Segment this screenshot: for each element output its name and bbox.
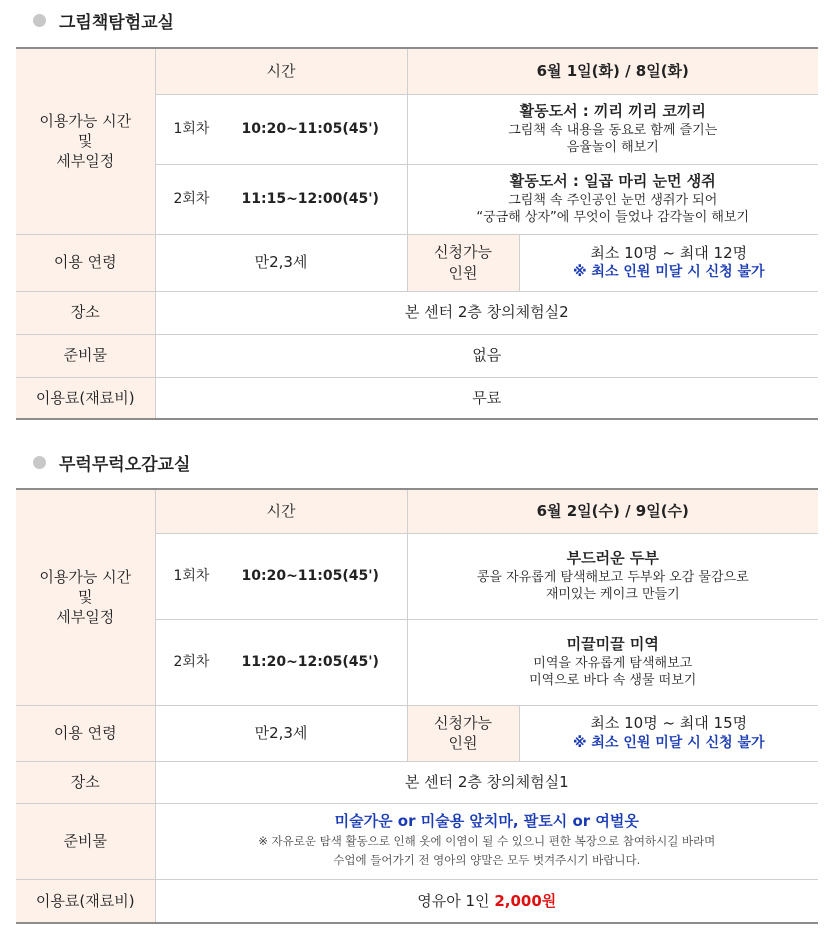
date-header: 6월 1일(화) / 8일(화) — [407, 48, 818, 94]
section-title-text: 그림책탐험교실 — [59, 13, 174, 33]
activity-desc: 음율놀이 해보기 — [566, 140, 659, 156]
capacity-note: ※ 최소 인원 미달 시 신청 불가 — [572, 734, 765, 751]
session-number: 2회차 — [173, 190, 210, 207]
age-label: 이용 연령 — [16, 234, 155, 291]
sensory-class-table — [16, 488, 818, 924]
activity-desc: “궁금해 상자”에 무엇이 들었나 감각놀이 해보기 — [476, 210, 750, 226]
session-1 — [155, 94, 407, 164]
section-title-text: 무럭무럭오감교실 — [59, 455, 191, 475]
capacity-text: 최소 10명 ~ 최대 12명 — [590, 243, 748, 262]
activity-title: 활동도서 : 끼리 끼리 코끼리 — [519, 102, 706, 121]
time-header: 시간 — [155, 489, 407, 533]
session-time: 10:20~11:05(45') — [241, 120, 379, 137]
fee-value — [155, 879, 818, 923]
age-value: 만2,3세 — [155, 705, 407, 761]
label-line: 이용가능 시간 — [39, 111, 132, 130]
picturebook-class-table — [16, 47, 818, 420]
activity-desc: 미역을 자유롭게 탐색해보고 — [533, 655, 693, 671]
supplies-value: 없음 — [155, 334, 818, 377]
label-line: 신청가능 — [434, 713, 492, 732]
place-value: 본 센터 2층 창의체험실2 — [155, 291, 818, 334]
schedule-label — [16, 489, 155, 705]
session-activity — [407, 94, 818, 164]
supplies-note: 수업에 들어가기 전 영아의 양말은 모두 벗겨주시기 바랍니다. — [333, 853, 641, 868]
fee-label: 이용료(재료비) — [16, 879, 155, 923]
activity-desc: 그림책 속 내용을 동요로 함께 즐기는 — [508, 122, 718, 138]
fee-prefix: 영유아 1인 — [417, 891, 490, 910]
capacity-text: 최소 10명 ~ 최대 15명 — [590, 714, 748, 733]
capacity-label — [407, 234, 519, 291]
schedule-label — [16, 48, 155, 234]
date-header: 6월 2일(수) / 9일(수) — [407, 489, 818, 533]
activity-desc: 그림책 속 주인공인 눈먼 생쥐가 되어 — [508, 192, 718, 208]
supplies-note: ※ 자유로운 탐색 활동으로 인해 옷에 이염이 될 수 있으니 편한 복장으로 참여하시길 바라며 — [258, 833, 716, 848]
label-line: 인원 — [448, 734, 478, 752]
activity-title: 활동도서 : 일곱 마리 눈먼 생쥐 — [509, 172, 716, 191]
fee-label: 이용료(재료비) — [16, 377, 155, 419]
fee-value: 무료 — [155, 377, 818, 419]
section-title-picturebook — [33, 8, 174, 33]
place-label: 장소 — [16, 761, 155, 803]
label-line: 인원 — [448, 263, 478, 282]
activity-desc: 콩을 자유롭게 탐색해보고 두부와 오감 물감으로 — [476, 569, 749, 585]
bullet-icon — [33, 456, 46, 469]
supplies-value — [155, 803, 818, 879]
place-value: 본 센터 2층 창의체험실1 — [155, 761, 818, 803]
label-line: 이용가능 시간 — [39, 567, 132, 586]
activity-desc: 재미있는 케이크 만들기 — [545, 587, 680, 603]
capacity-label — [407, 705, 519, 761]
session-1 — [155, 533, 407, 619]
label-line: 및 — [78, 588, 93, 607]
session-number: 1회차 — [173, 567, 210, 584]
activity-title: 미끌미끌 미역 — [566, 635, 659, 654]
capacity-note: ※ 최소 인원 미달 시 신청 불가 — [572, 264, 765, 281]
label-line: 세부일정 — [56, 608, 115, 627]
session-time: 11:15~12:00(45') — [241, 190, 379, 207]
supplies-label: 준비물 — [16, 334, 155, 377]
session-number: 1회차 — [173, 120, 210, 137]
capacity-value — [519, 234, 818, 291]
session-activity — [407, 533, 818, 619]
session-activity — [407, 619, 818, 705]
section-title-sensory — [33, 450, 190, 475]
session-activity — [407, 164, 818, 234]
age-label: 이용 연령 — [16, 705, 155, 761]
label-line: 세부일정 — [56, 152, 115, 171]
supplies-main: 미술가운 or 미술용 앞치마, 팔토시 or 여벌옷 — [334, 812, 639, 831]
session-time: 10:20~11:05(45') — [241, 567, 379, 584]
session-number: 2회차 — [173, 653, 210, 670]
capacity-value — [519, 705, 818, 761]
session-time: 11:20~12:05(45') — [241, 653, 379, 670]
place-label: 장소 — [16, 291, 155, 334]
session-2 — [155, 619, 407, 705]
label-line: 신청가능 — [434, 243, 492, 262]
fee-amount: 2,000원 — [494, 891, 557, 910]
age-value: 만2,3세 — [155, 234, 407, 291]
time-header: 시간 — [155, 48, 407, 94]
label-line: 및 — [78, 132, 93, 151]
session-2 — [155, 164, 407, 234]
activity-title: 부드러운 두부 — [566, 549, 659, 568]
activity-desc: 미역으로 바다 속 생물 떠보기 — [529, 673, 697, 689]
bullet-icon — [33, 14, 46, 27]
supplies-label: 준비물 — [16, 803, 155, 879]
